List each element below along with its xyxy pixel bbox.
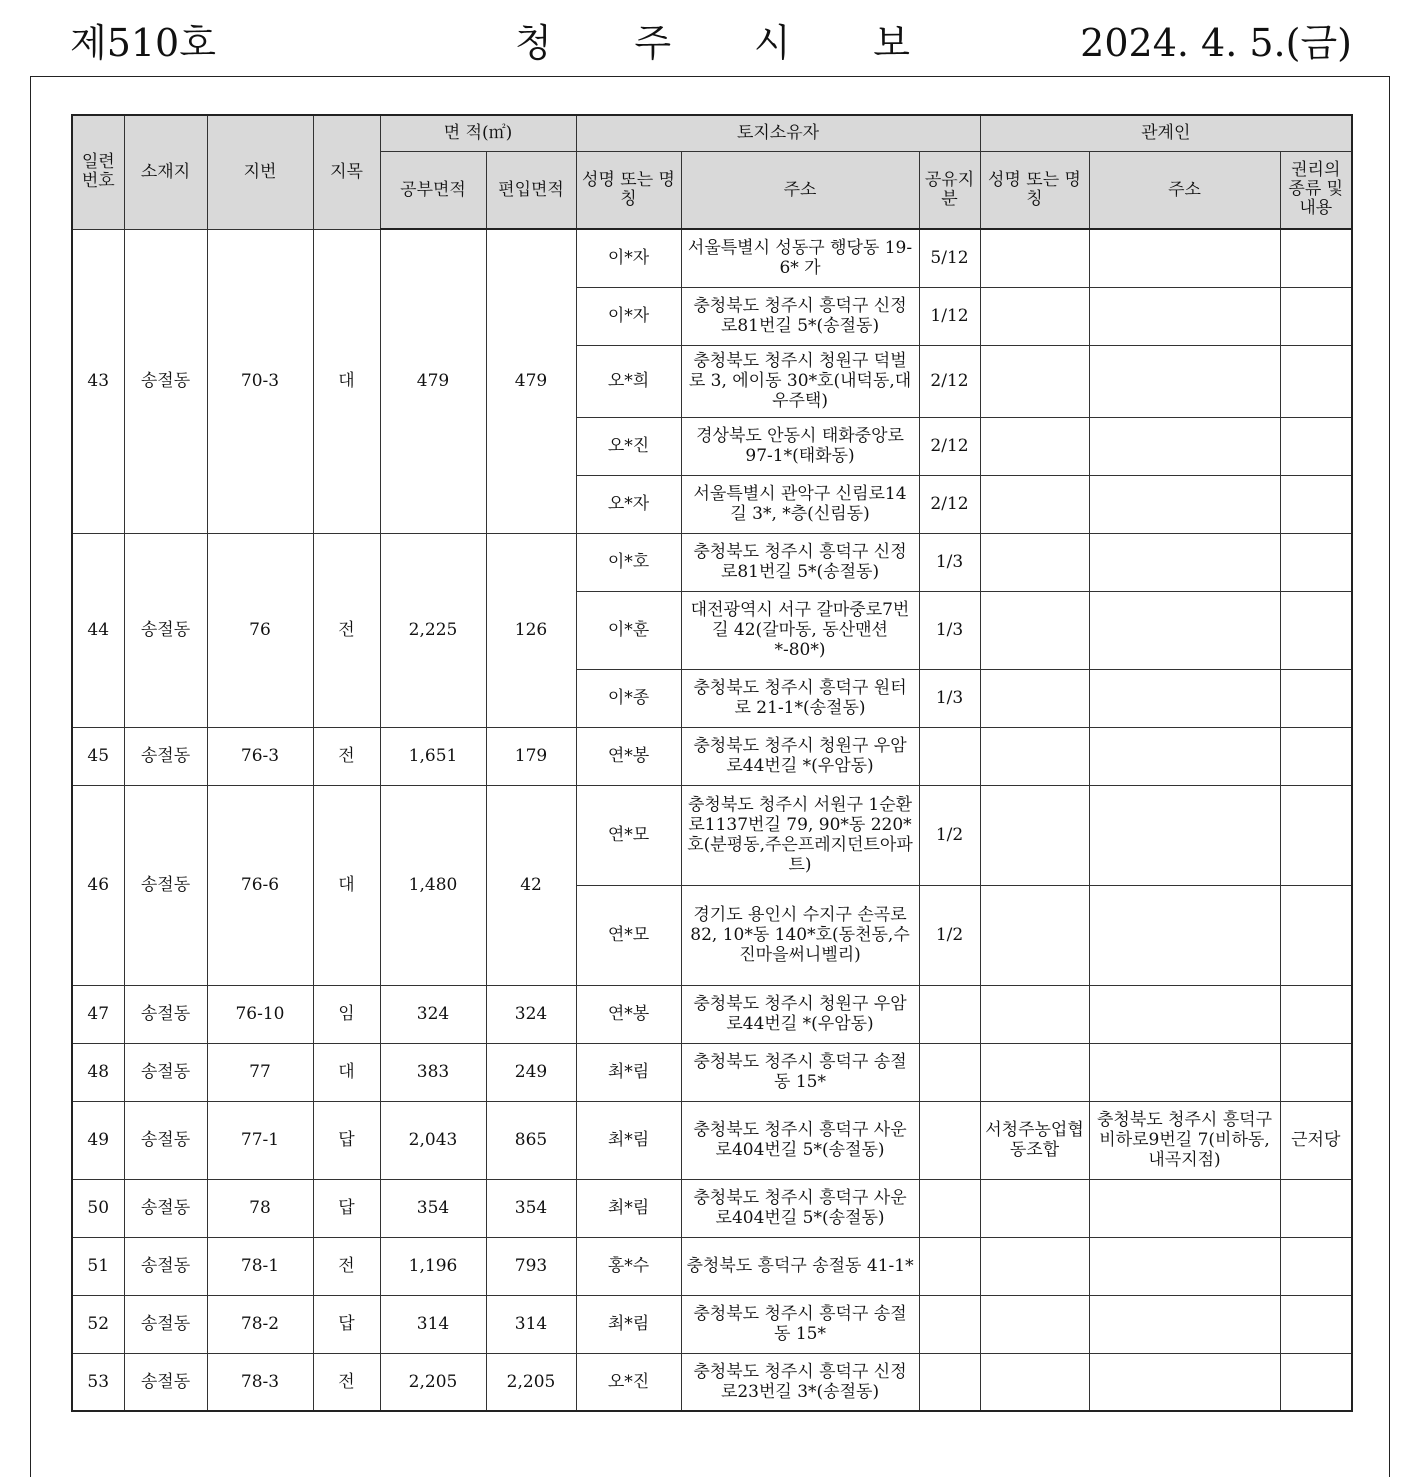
lot-cell: 78-1 xyxy=(207,1237,313,1295)
related-name-cell xyxy=(980,1179,1089,1237)
title-char: 시 xyxy=(753,21,791,65)
category-cell: 대 xyxy=(313,229,380,533)
owner-address-cell: 충청북도 청주시 흥덕구 신정로23번길 3*(송절동) xyxy=(681,1353,919,1411)
owner-name-cell: 최*림 xyxy=(576,1101,681,1179)
related-right-cell xyxy=(1280,533,1352,591)
owner-name-cell: 최*림 xyxy=(576,1295,681,1353)
related-address-cell xyxy=(1089,591,1280,669)
owner-share-cell xyxy=(919,1237,980,1295)
related-name-cell xyxy=(980,229,1089,287)
location-cell: 송절동 xyxy=(124,1043,207,1101)
owner-share-cell xyxy=(919,1043,980,1101)
area-official-cell: 383 xyxy=(380,1043,486,1101)
owner-address-cell: 충청북도 청주시 청원구 덕벌로 3, 에이동 30*호(내덕동,대우주택) xyxy=(681,345,919,417)
header-owner-share: 공유지분 xyxy=(919,151,980,229)
related-address-cell: 충청북도 청주시 흥덕구 비하로9번길 7(비하동, 내곡지점) xyxy=(1089,1101,1280,1179)
related-right-cell xyxy=(1280,1043,1352,1101)
serial-cell: 47 xyxy=(72,985,124,1043)
related-name-cell xyxy=(980,1237,1089,1295)
related-right-cell xyxy=(1280,229,1352,287)
related-name-cell: 서청주농업협동조합 xyxy=(980,1101,1089,1179)
serial-cell: 43 xyxy=(72,229,124,533)
owner-share-cell: 2/12 xyxy=(919,345,980,417)
related-right-cell xyxy=(1280,1237,1352,1295)
related-name-cell xyxy=(980,1043,1089,1101)
serial-cell: 48 xyxy=(72,1043,124,1101)
lot-cell: 76-3 xyxy=(207,727,313,785)
related-address-cell xyxy=(1089,533,1280,591)
related-address-cell xyxy=(1089,345,1280,417)
location-cell: 송절동 xyxy=(124,985,207,1043)
issue-number: 제510호 xyxy=(70,21,216,65)
owner-address-cell: 충청북도 청주시 흥덕구 송절동 15* xyxy=(681,1295,919,1353)
owner-address-cell: 충청북도 청주시 흥덕구 원터로 21-1*(송절동) xyxy=(681,669,919,727)
related-address-cell xyxy=(1089,417,1280,475)
owner-address-cell: 충청북도 청주시 청원구 우암로44번길 *(우암동) xyxy=(681,727,919,785)
location-cell: 송절동 xyxy=(124,1101,207,1179)
category-cell: 대 xyxy=(313,785,380,985)
table-row xyxy=(72,533,1352,591)
related-right-cell xyxy=(1280,1295,1352,1353)
owner-address-cell: 충청북도 청주시 흥덕구 사운로404번길 5*(송절동) xyxy=(681,1101,919,1179)
related-right-cell xyxy=(1280,1179,1352,1237)
area-included-cell: 793 xyxy=(486,1237,576,1295)
owner-name-cell: 이*호 xyxy=(576,533,681,591)
header-area-official: 공부면적 xyxy=(380,151,486,229)
header-related-name: 성명 또는 명칭 xyxy=(980,151,1089,229)
owner-address-cell: 충청북도 청주시 흥덕구 사운로404번길 5*(송절동) xyxy=(681,1179,919,1237)
area-official-cell: 1,480 xyxy=(380,785,486,985)
area-included-cell: 354 xyxy=(486,1179,576,1237)
owner-share-cell xyxy=(919,727,980,785)
owner-address-cell: 대전광역시 서구 갈마중로7번길 42(갈마동, 동산맨션 *-80*) xyxy=(681,591,919,669)
owner-address-cell: 충청북도 흥덕구 송절동 41-1* xyxy=(681,1237,919,1295)
table-header xyxy=(72,115,1352,229)
owner-address-cell: 경기도 용인시 수지구 손곡로 82, 10*동 140*호(동천동,수진마을써니벨리) xyxy=(681,885,919,985)
table-row xyxy=(72,785,1352,885)
header-lot: 지번 xyxy=(207,115,313,229)
area-included-cell: 126 xyxy=(486,533,576,727)
category-cell: 전 xyxy=(313,727,380,785)
owner-share-cell xyxy=(919,985,980,1043)
related-address-cell xyxy=(1089,475,1280,533)
owner-name-cell: 이*훈 xyxy=(576,591,681,669)
area-official-cell: 1,196 xyxy=(380,1237,486,1295)
location-cell: 송절동 xyxy=(124,727,207,785)
lot-cell: 77-1 xyxy=(207,1101,313,1179)
location-cell: 송절동 xyxy=(124,533,207,727)
serial-cell: 49 xyxy=(72,1101,124,1179)
owner-share-cell: 1/3 xyxy=(919,669,980,727)
lot-cell: 70-3 xyxy=(207,229,313,533)
area-official-cell: 354 xyxy=(380,1179,486,1237)
owner-share-cell xyxy=(919,1295,980,1353)
related-name-cell xyxy=(980,985,1089,1043)
related-name-cell xyxy=(980,727,1089,785)
header-area-group: 면 적(㎡) xyxy=(380,115,576,151)
owner-share-cell: 1/3 xyxy=(919,591,980,669)
related-name-cell xyxy=(980,417,1089,475)
serial-cell: 46 xyxy=(72,785,124,985)
related-right-cell xyxy=(1280,669,1352,727)
related-name-cell xyxy=(980,475,1089,533)
area-included-cell: 479 xyxy=(486,229,576,533)
owner-share-cell: 1/2 xyxy=(919,885,980,985)
related-address-cell xyxy=(1089,1353,1280,1411)
header-related-right: 권리의 종류 및 내용 xyxy=(1280,151,1352,229)
table-row xyxy=(72,1295,1352,1353)
table-row xyxy=(72,1101,1352,1179)
owner-name-cell: 연*모 xyxy=(576,885,681,985)
related-right-cell xyxy=(1280,417,1352,475)
related-name-cell xyxy=(980,1295,1089,1353)
owner-address-cell: 충청북도 청주시 흥덕구 신정로81번길 5*(송절동) xyxy=(681,287,919,345)
location-cell: 송절동 xyxy=(124,785,207,985)
area-official-cell: 314 xyxy=(380,1295,486,1353)
related-address-cell xyxy=(1089,1237,1280,1295)
area-included-cell: 324 xyxy=(486,985,576,1043)
related-name-cell xyxy=(980,1353,1089,1411)
title-char: 보 xyxy=(873,21,910,65)
related-address-cell xyxy=(1089,1295,1280,1353)
publication-date: 2024. 4. 5.(금) xyxy=(1080,21,1352,65)
header-owner-name: 성명 또는 명칭 xyxy=(576,151,681,229)
serial-cell: 52 xyxy=(72,1295,124,1353)
land-parcel-table xyxy=(71,114,1353,1412)
owner-address-cell: 경상북도 안동시 태화중앙로 97-1*(태화동) xyxy=(681,417,919,475)
category-cell: 임 xyxy=(313,985,380,1043)
related-right-cell xyxy=(1280,591,1352,669)
owner-name-cell: 오*진 xyxy=(576,417,681,475)
related-right-cell xyxy=(1280,885,1352,985)
related-address-cell xyxy=(1089,885,1280,985)
owner-share-cell: 1/12 xyxy=(919,287,980,345)
area-included-cell: 314 xyxy=(486,1295,576,1353)
table-body xyxy=(72,229,1352,1411)
owner-name-cell: 오*희 xyxy=(576,345,681,417)
owner-address-cell: 충청북도 청주시 흥덕구 신정로81번길 5*(송절동) xyxy=(681,533,919,591)
location-cell: 송절동 xyxy=(124,1295,207,1353)
area-official-cell: 2,205 xyxy=(380,1353,486,1411)
owner-name-cell: 최*림 xyxy=(576,1043,681,1101)
lot-cell: 77 xyxy=(207,1043,313,1101)
owner-address-cell: 충청북도 청주시 청원구 우암로44번길 *(우암동) xyxy=(681,985,919,1043)
header-area-included: 편입면적 xyxy=(486,151,576,229)
related-right-cell xyxy=(1280,345,1352,417)
area-included-cell: 865 xyxy=(486,1101,576,1179)
related-address-cell xyxy=(1089,287,1280,345)
header-related-address: 주소 xyxy=(1089,151,1280,229)
serial-cell: 44 xyxy=(72,533,124,727)
location-cell: 송절동 xyxy=(124,1179,207,1237)
owner-address-cell: 충청북도 청주시 흥덕구 송절동 15* xyxy=(681,1043,919,1101)
serial-cell: 51 xyxy=(72,1237,124,1295)
owner-name-cell: 이*종 xyxy=(576,669,681,727)
owner-name-cell: 홍*수 xyxy=(576,1237,681,1295)
lot-cell: 76-10 xyxy=(207,985,313,1043)
owner-name-cell: 이*자 xyxy=(576,229,681,287)
owner-address-cell: 서울특별시 성동구 행당동 19-6* 가 xyxy=(681,229,919,287)
owner-share-cell: 1/2 xyxy=(919,785,980,885)
owner-share-cell xyxy=(919,1179,980,1237)
owner-share-cell xyxy=(919,1101,980,1179)
header-owner-address: 주소 xyxy=(681,151,919,229)
owner-name-cell: 오*자 xyxy=(576,475,681,533)
related-address-cell xyxy=(1089,669,1280,727)
owner-name-cell: 연*봉 xyxy=(576,727,681,785)
related-address-cell xyxy=(1089,785,1280,885)
owner-share-cell xyxy=(919,1353,980,1411)
category-cell: 답 xyxy=(313,1295,380,1353)
related-right-cell xyxy=(1280,287,1352,345)
area-official-cell: 479 xyxy=(380,229,486,533)
owner-name-cell: 연*봉 xyxy=(576,985,681,1043)
owner-share-cell: 5/12 xyxy=(919,229,980,287)
table-row xyxy=(72,727,1352,785)
related-right-cell xyxy=(1280,985,1352,1043)
header-owner-group: 토지소유자 xyxy=(576,115,980,151)
area-included-cell: 42 xyxy=(486,785,576,985)
lot-cell: 76-6 xyxy=(207,785,313,985)
related-right-cell: 근저당 xyxy=(1280,1101,1352,1179)
related-name-cell xyxy=(980,669,1089,727)
table-row xyxy=(72,1043,1352,1101)
owner-share-cell: 1/3 xyxy=(919,533,980,591)
related-name-cell xyxy=(980,345,1089,417)
table-row xyxy=(72,1353,1352,1411)
owner-share-cell: 2/12 xyxy=(919,417,980,475)
related-name-cell xyxy=(980,785,1089,885)
lot-cell: 76 xyxy=(207,533,313,727)
owner-address-cell: 서울특별시 관악구 신림로14길 3*, *층(신림동) xyxy=(681,475,919,533)
lot-cell: 78 xyxy=(207,1179,313,1237)
owner-name-cell: 최*림 xyxy=(576,1179,681,1237)
header-category: 지목 xyxy=(313,115,380,229)
related-right-cell xyxy=(1280,475,1352,533)
owner-share-cell: 2/12 xyxy=(919,475,980,533)
header-serial: 일련번호 xyxy=(72,115,124,229)
category-cell: 답 xyxy=(313,1101,380,1179)
related-address-cell xyxy=(1089,1043,1280,1101)
related-address-cell xyxy=(1089,727,1280,785)
location-cell: 송절동 xyxy=(124,1353,207,1411)
location-cell: 송절동 xyxy=(124,1237,207,1295)
area-included-cell: 249 xyxy=(486,1043,576,1101)
serial-cell: 50 xyxy=(72,1179,124,1237)
title-char: 청 xyxy=(515,21,552,65)
related-name-cell xyxy=(980,591,1089,669)
area-included-cell: 179 xyxy=(486,727,576,785)
area-official-cell: 2,043 xyxy=(380,1101,486,1179)
category-cell: 전 xyxy=(313,533,380,727)
location-cell: 송절동 xyxy=(124,229,207,533)
owner-address-cell: 충청북도 청주시 서원구 1순환로1137번길 79, 90*동 220*호(분평동,주은프레지던트아파트) xyxy=(681,785,919,885)
serial-cell: 53 xyxy=(72,1353,124,1411)
table-row xyxy=(72,1237,1352,1295)
lot-cell: 78-3 xyxy=(207,1353,313,1411)
related-address-cell xyxy=(1089,1179,1280,1237)
category-cell: 답 xyxy=(313,1179,380,1237)
area-official-cell: 2,225 xyxy=(380,533,486,727)
related-right-cell xyxy=(1280,727,1352,785)
title-char: 주 xyxy=(634,21,672,65)
related-right-cell xyxy=(1280,1353,1352,1411)
category-cell: 전 xyxy=(313,1237,380,1295)
table-row xyxy=(72,229,1352,287)
owner-name-cell: 연*모 xyxy=(576,785,681,885)
related-address-cell xyxy=(1089,985,1280,1043)
header-related-group: 관계인 xyxy=(980,115,1352,151)
area-official-cell: 1,651 xyxy=(380,727,486,785)
category-cell: 전 xyxy=(313,1353,380,1411)
table-row xyxy=(72,985,1352,1043)
related-name-cell xyxy=(980,287,1089,345)
table-row xyxy=(72,1179,1352,1237)
related-name-cell xyxy=(980,533,1089,591)
area-official-cell: 324 xyxy=(380,985,486,1043)
related-name-cell xyxy=(980,885,1089,985)
area-included-cell: 2,205 xyxy=(486,1353,576,1411)
lot-cell: 78-2 xyxy=(207,1295,313,1353)
related-right-cell xyxy=(1280,785,1352,885)
publication-title xyxy=(515,18,910,68)
header-location: 소재지 xyxy=(124,115,207,229)
serial-cell: 45 xyxy=(72,727,124,785)
category-cell: 대 xyxy=(313,1043,380,1101)
related-address-cell xyxy=(1089,229,1280,287)
owner-name-cell: 오*진 xyxy=(576,1353,681,1411)
owner-name-cell: 이*자 xyxy=(576,287,681,345)
